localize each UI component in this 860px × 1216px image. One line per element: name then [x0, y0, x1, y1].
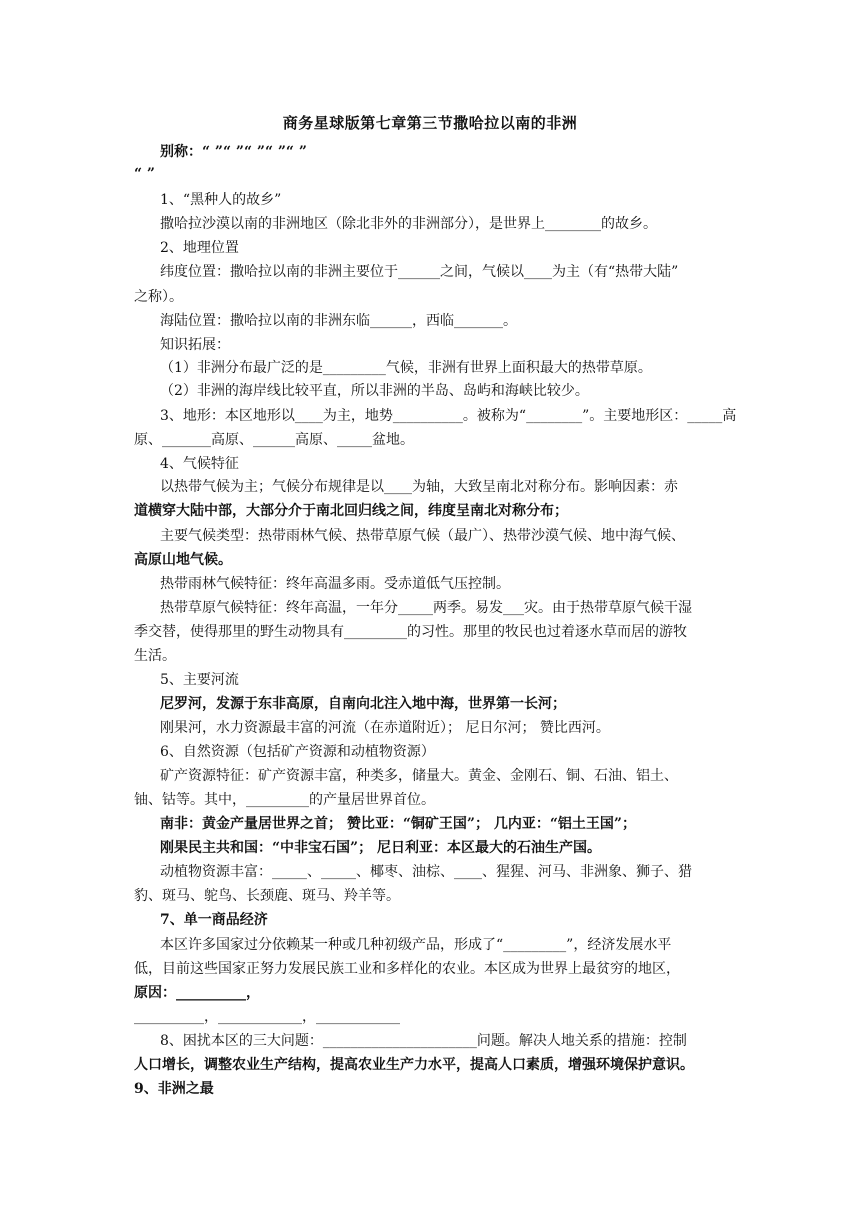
page-title: 商务星球版第七章第三节撒哈拉以南的非洲: [282, 114, 578, 132]
section-heading: 6、自然资源（包括矿产资源和动植物资源）: [160, 744, 435, 760]
text-line: （2）非洲的海岸线比较平直，所以非洲的半岛、岛屿和海峡比较少。: [160, 383, 589, 399]
text-line: 铀、钴等。其中，_________的产量居世界首位。: [134, 792, 435, 808]
text-line: 本区许多国家过分依赖某一种或几种初级产品，形成了“_________”，经济发展水平: [160, 937, 672, 953]
text-line: 道横穿大陆中部，大部分介于南北回归线之间，纬度呈南北对称分布；: [134, 503, 568, 519]
text-line: 纬度位置：撒哈拉以南的非洲主要位于______之间，气候以____为主（有“热带大陆”: [160, 264, 679, 280]
text-line: 尼罗河，发源于东非高原，自南向北注入地中海，世界第一长河；: [160, 696, 566, 712]
text-line: 3、地形：本区地形以____为主，地势__________。被称为“________”。主要地形区：_____高: [160, 408, 737, 424]
text-line: 高原山地气候。: [134, 552, 232, 568]
text-line: 原因：__________，: [134, 985, 260, 1001]
text-line: 海陆位置：撒哈拉以南的非洲东临______，西临_______。: [160, 313, 517, 329]
text-line: 南非：黄金产量居世界之首； 赞比亚：“铜矿王国”； 几内亚：“铝土王国”；: [160, 816, 636, 832]
section-heading: 1、“黑种人的故乡”: [160, 192, 282, 208]
text-line: 知识拓展：: [160, 337, 230, 353]
text-line: __________，____________，____________: [134, 1009, 400, 1025]
text-line: 主要气候类型：热带雨林气候、热带草原气候（最广）、热带沙漠气候、地中海气候、: [160, 528, 685, 544]
text-line: 人口增长，调整农业生产结构，提高农业生产力水平，提高人口素质，增强环境保护意识。: [134, 1057, 694, 1073]
text-line: 热带雨林气候特征：终年高温多雨。受赤道低气压控制。: [160, 576, 510, 592]
text-line: 低，目前这些国家正努力发展民族工业和多样化的农业。本区成为世界上最贫穷的地区，: [134, 961, 680, 977]
text-line: 生活。: [134, 648, 176, 664]
text-line: 原、_______高原、______高原、_____盆地。: [134, 432, 414, 448]
text-line: 豹、斑马、鸵鸟、长颈鹿、斑马、羚羊等。: [134, 888, 400, 904]
text-line: （1）非洲分布最广泛的是_________气候，非洲有世界上面积最大的热带草原。: [160, 360, 652, 376]
section-heading: 4、气候特征: [160, 456, 239, 472]
section-heading: 9、非洲之最: [134, 1081, 214, 1097]
text-line: 刚果河，水力资源最丰富的河流（在赤道附近）； 尼日尔河； 赞比西河。: [160, 720, 610, 736]
text-line: “ ”: [134, 166, 155, 182]
text-line: 之称）。: [134, 289, 183, 305]
section-heading: 2、地理位置: [160, 240, 239, 256]
text-line: 热带草原气候特征：终年高温，一年分_____两季。易发___灾。由于热带草原气候干湿: [160, 600, 692, 616]
text-line: 撒哈拉沙漠以南的非洲地区（除北非外的非洲部分），是世界上________的故乡。: [160, 216, 657, 232]
text-line: 以热带气候为主；气候分布规律是以____为轴，大致呈南北对称分布。影响因素：赤: [160, 479, 678, 495]
text-line: 别称：“ ”“ ”“ ”“ ”“ ”: [160, 144, 307, 160]
text-line: 动植物资源丰富：_____、_____、椰枣、油棕、____、猩猩、河马、非洲象、狮子、猎: [160, 864, 692, 880]
text-line: 8、困扰本区的三大问题：______________________问题。解决人地关系的措施：控制: [160, 1033, 687, 1049]
section-heading: 7、单一商品经济: [160, 912, 268, 928]
section-heading: 5、主要河流: [160, 672, 239, 688]
text-line: 刚果民主共和国：“中非宝石国”； 尼日利亚：本区最大的石油生产国。: [160, 840, 601, 856]
text-line: 季交替，使得那里的野生动物具有_________的习性。那里的牧民也过着逐水草而居的游牧: [134, 624, 687, 640]
text-line: 矿产资源特征：矿产资源丰富，种类多，储量大。黄金、金刚石、铜、石油、铝土、: [160, 768, 678, 784]
